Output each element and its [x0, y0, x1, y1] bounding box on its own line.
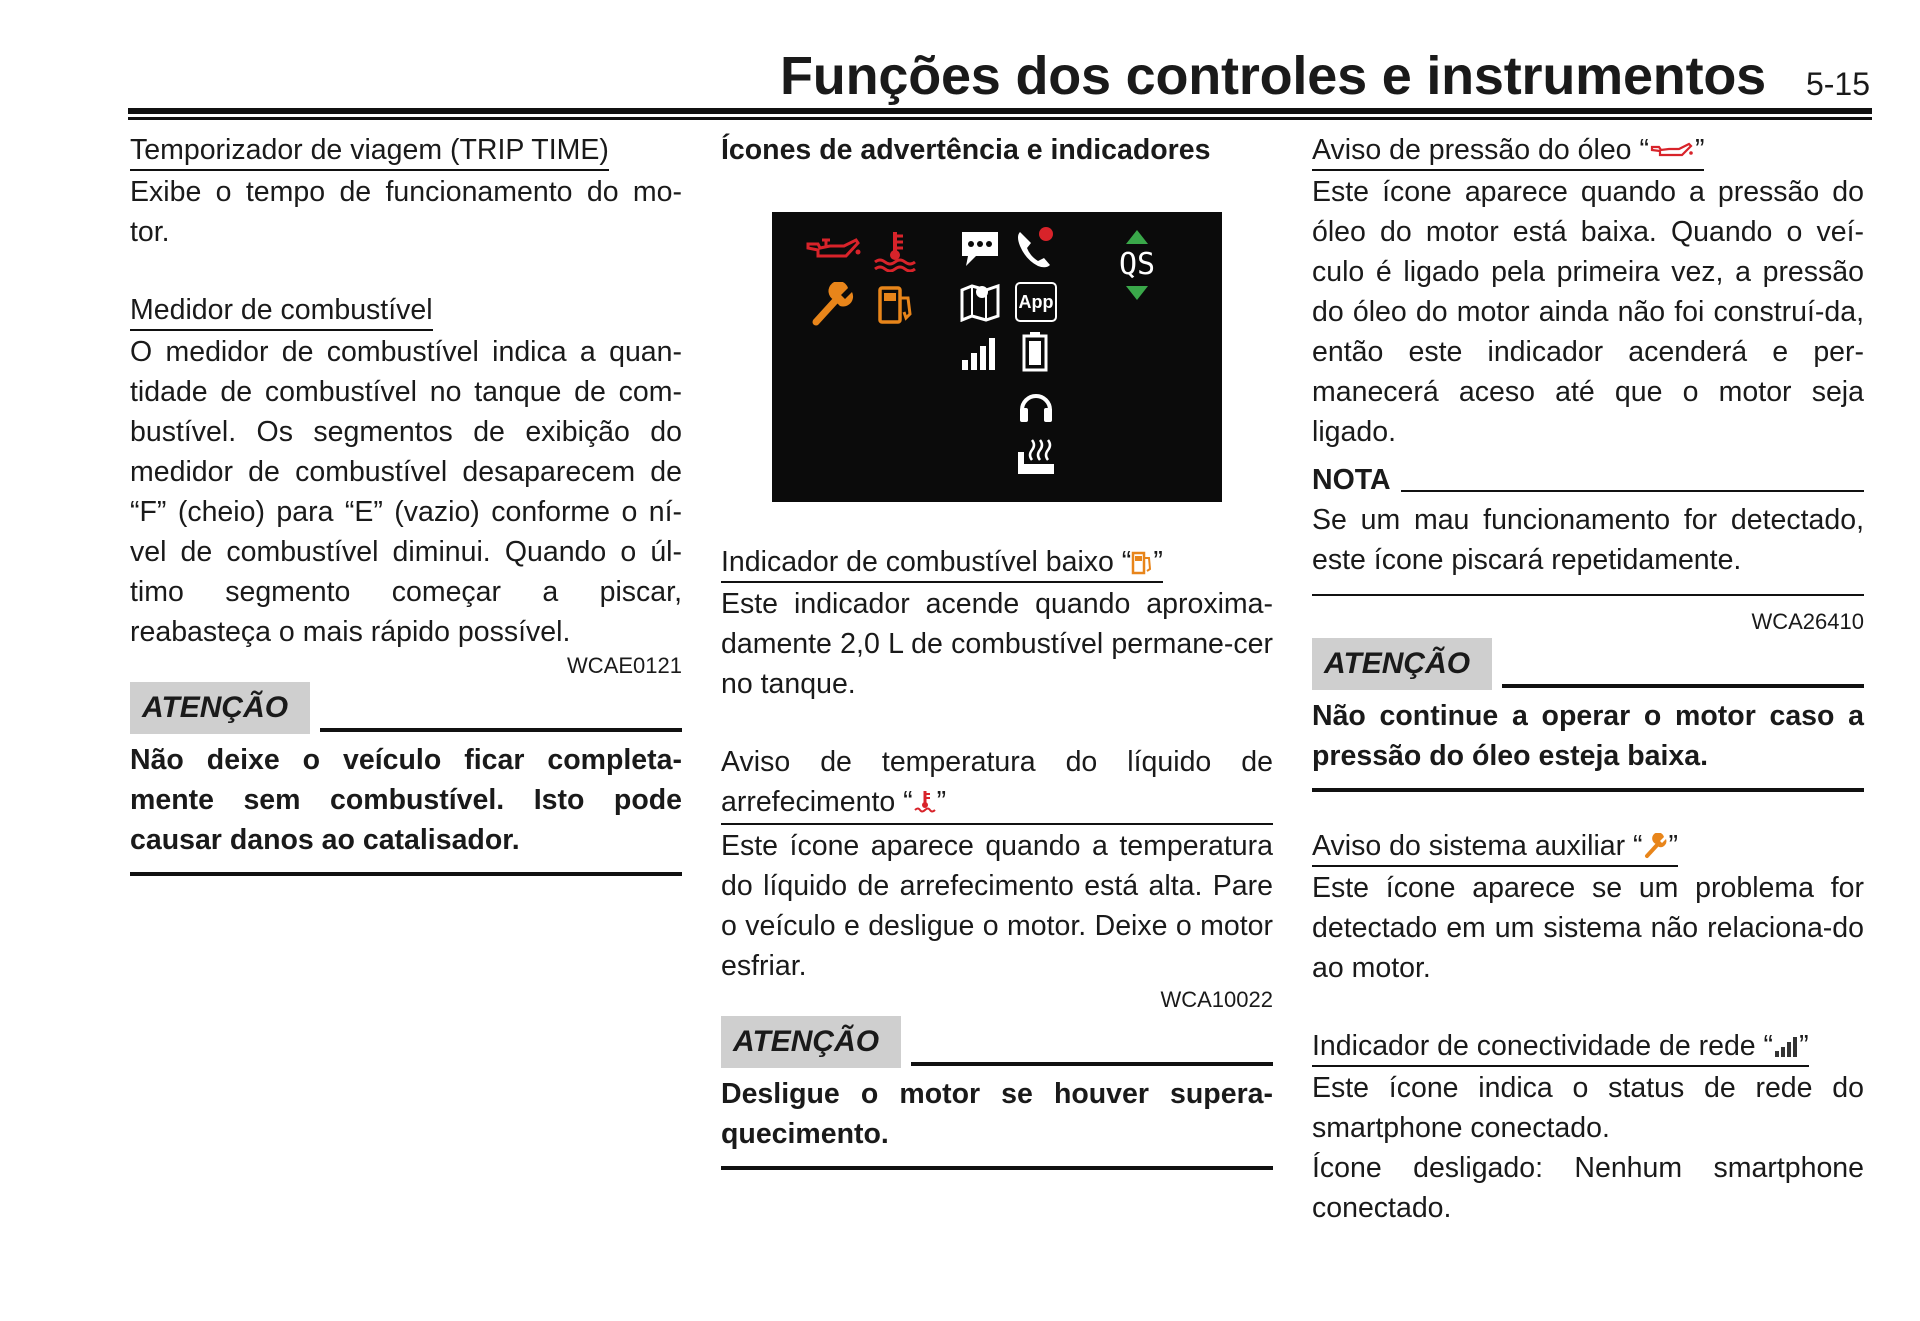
coolant-text: Este ícone aparece quando a temperatura do líquido de arrefecimento está alta. Pare o veículo e desligue o motor. Deixe o motor esfriar.	[721, 830, 1273, 982]
coolant-inline-icon	[913, 789, 937, 815]
note-label: NOTA	[1312, 464, 1391, 496]
note-header	[1312, 460, 1864, 500]
column-3	[1312, 130, 1864, 1228]
coolant-heading-post: ”	[936, 786, 947, 818]
oil-pressure-icon	[804, 230, 862, 270]
column-1	[130, 130, 682, 876]
attention-header	[1312, 638, 1864, 690]
fuel-gauge-text: O medidor de combustível indica a quan-tidade de combustível no tanque de com-bustível. Os segmentos de exibição do medidor de combustível desaparecem de “F” (cheio) para “E” (vazio) conforme o ní-vel de combustível diminui. Quando o úl-timo segmento começar a piscar, reabasteça o mais rápido possível.	[130, 336, 682, 648]
network-off-text: Ícone desligado: Nenhum smartphone conectado.	[1312, 1152, 1864, 1224]
app-icon: App	[1015, 282, 1057, 322]
wrench-inline-icon	[1643, 833, 1669, 859]
wrench-icon	[810, 282, 856, 326]
phone-call-icon	[1012, 224, 1058, 270]
oil-can-inline-icon	[1649, 139, 1695, 163]
coolant-temp-icon	[872, 228, 918, 272]
low-fuel-text: Este indicador acende quando aproxima-damente 2,0 L de combustível permane-cer no tanque.	[721, 588, 1273, 700]
signal-bars-inline-icon	[1773, 1033, 1799, 1059]
icons-heading: Ícones de advertência e indicadores	[721, 134, 1211, 166]
signal-bars-icon	[958, 332, 1002, 374]
low-fuel-heading-post: ”	[1153, 546, 1163, 578]
coolant-heading-pre: Aviso de temperatura do líquido de arrefecimento “	[721, 746, 1273, 818]
attention-rule	[1502, 684, 1864, 688]
network-connectivity-text: Este ícone indica o status de rede do smartphone conectado.	[1312, 1072, 1864, 1144]
auxiliary-system-text: Este ícone aparece se um problema for detectado em um sistema não relaciona-do ao motor.	[1312, 872, 1864, 984]
attention-header	[721, 1016, 1273, 1068]
trip-time-text: Exibe o tempo de funcionamento do mo-tor.	[130, 176, 682, 248]
aux-heading-post: ”	[1668, 830, 1679, 862]
network-connectivity-heading	[1312, 1028, 1809, 1067]
attention-label: ATENÇÃO	[1312, 638, 1492, 690]
attention-label: ATENÇÃO	[721, 1016, 901, 1068]
note-end-rule	[1312, 594, 1864, 596]
fuel-pump-icon	[876, 282, 916, 326]
warning-code: WCA26410	[1751, 609, 1864, 634]
attention-header	[130, 682, 682, 734]
attention-end-rule	[130, 872, 682, 876]
header-rule-thick	[128, 108, 1872, 114]
page-title: Funções dos controles e instrumentos	[780, 46, 1766, 106]
attention-rule	[320, 728, 682, 732]
note-text: Se um mau funcionamento for detectado, este ícone piscará repetidamente.	[1312, 504, 1864, 576]
low-fuel-heading-pre: Indicador de combustível baixo “	[721, 546, 1132, 578]
trip-time-heading: Temporizador de viagem (TRIP TIME)	[130, 132, 609, 171]
quickshift-up-arrow-icon	[1124, 228, 1150, 246]
column-2	[721, 130, 1273, 1170]
coolant-heading	[721, 742, 1273, 825]
attention-text: Desligue o motor se houver supera-quecimento.	[721, 1078, 1273, 1150]
network-heading-pre: Indicador de conectividade de rede “	[1312, 1030, 1774, 1062]
seat-heater-icon	[1014, 438, 1058, 480]
headset-icon	[1016, 384, 1056, 428]
oil-pressure-heading	[1312, 132, 1704, 171]
oil-heading-pre: Aviso de pressão do óleo “	[1312, 134, 1649, 166]
note-rule	[1401, 490, 1864, 492]
warning-code: WCA10022	[1160, 987, 1273, 1012]
navigation-map-icon	[958, 278, 1002, 322]
aux-heading-pre: Aviso do sistema auxiliar “	[1312, 830, 1643, 862]
page-number: 5-15	[1805, 66, 1870, 102]
attention-text: Não continue a operar o motor caso a pressão do óleo esteja baixa.	[1312, 700, 1864, 772]
oil-heading-post: ”	[1694, 134, 1705, 166]
fuel-pump-inline-icon	[1131, 549, 1153, 575]
auxiliary-system-heading	[1312, 828, 1678, 867]
low-fuel-heading	[721, 544, 1163, 583]
attention-end-rule	[721, 1166, 1273, 1170]
quickshift-label: QS	[1118, 247, 1156, 282]
battery-icon	[1020, 330, 1050, 374]
warning-code: WCAE0121	[567, 653, 682, 678]
attention-label: ATENÇÃO	[130, 682, 310, 734]
message-icon	[958, 228, 1002, 270]
dashboard-display	[772, 212, 1222, 502]
oil-pressure-text: Este ícone aparece quando a pressão do óleo do motor está baixa. Quando o veí-culo é ligado pela primeira vez, a pressão do óleo do motor ainda não foi construí-da, então este indicador acenderá e per-manecerá aceso até que o motor seja ligado.	[1312, 176, 1864, 448]
quickshift-down-arrow-icon	[1124, 284, 1150, 302]
header-rule-thin	[128, 117, 1872, 120]
attention-rule	[911, 1062, 1273, 1066]
network-heading-post: ”	[1799, 1030, 1809, 1062]
fuel-gauge-heading: Medidor de combustível	[130, 292, 433, 331]
attention-text: Não deixe o veículo ficar completa-mente sem combustível. Isto pode causar danos ao catalisador.	[130, 744, 682, 856]
